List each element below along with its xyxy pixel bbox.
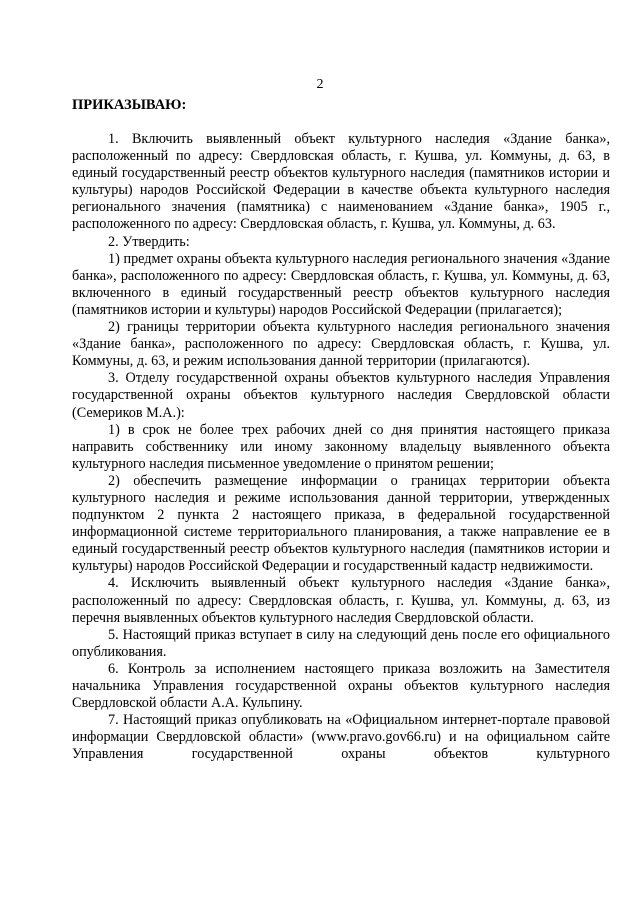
- paragraph-3-2-information-placement: 2) обеспечить размещение информации о границах территории объекта культурного наследия и режиме использования данной территории, утвержденных подпунктом 2 пункта 2 настоящего приказа, в федеральной государственной информационной системе территориального планирования, а также направление ее в единый государственный реестр объектов культурного наследия (памятников истории и культуры) народов Российской Федерации и государственный кадастр недвижимости.: [72, 472, 610, 575]
- order-heading: ПРИКАЗЫВАЮ:: [72, 97, 187, 113]
- paragraph-7-publish: 7. Настоящий приказ опубликовать на «Официальном интернет-портале правовой информации Свердловской области» (www.pravo.gov66.ru) и на официальном сайте Управления государственной охраны объектов культурного: [72, 712, 610, 763]
- paragraph-2-2-territory-boundaries: 2) границы территории объекта культурного наследия регионального значения «Здание банка», расположенного по адресу: Свердловская область, г. Кушва, ул. Коммуны, д. 63, и режим использования данной территории (прилагаются).: [72, 319, 610, 370]
- paragraph-3-department: 3. Отделу государственной охраны объектов культурного наследия Управления государственной охраны объектов культурного наследия Свердловской области (Семериков М.А.):: [72, 370, 610, 421]
- paragraph-3-1-notification: 1) в срок не более трех рабочих дней со дня принятия настоящего приказа направить собственнику или иному законному владельцу выявленного объекта культурного наследия письменное уведомление о принятом решении;: [72, 421, 610, 472]
- page-number: 2: [316, 77, 324, 92]
- paragraph-2-1-protection-subject: 1) предмет охраны объекта культурного наследия регионального значения «Здание банка», расположенного по адресу: Свердловская область, г. Кушва, ул. Коммуны, д. 63, включенного в единый государственный реестр объектов культурного наследия (памятников истории и культуры) народов Российской Федерации (прилагается);: [72, 250, 610, 318]
- paragraph-5-effective: 5. Настоящий приказ вступает в силу на следующий день после его официального опубликования.: [72, 626, 610, 660]
- paragraph-2-approve: 2. Утвердить:: [108, 233, 190, 250]
- paragraph-1-include-object: 1. Включить выявленный объект культурного наследия «Здание банка», расположенный по адресу: Свердловская область, г. Кушва, ул. Коммуны, д. 63, в единый государственный реестр объектов культурного наследия (памятников истории и культуры) народов Российской Федерации в качестве объекта культурного наследия регионального значения (памятника) с наименованием «Здание банка», 1905 г., расположенного по адресу: Свердловская область, г. Кушва, ул. Коммуны, д. 63.: [72, 131, 610, 233]
- paragraph-6-control: 6. Контроль за исполнением настоящего приказа возложить на Заместителя начальника Управления государственной охраны объектов культурного наследия Свердловской области А.А. Кульпину.: [72, 660, 610, 712]
- paragraph-4-exclude: 4. Исключить выявленный объект культурного наследия «Здание банка», расположенный по адресу: Свердловская область, г. Кушва, ул. Коммуны, д. 63, из перечня выявленных объектов культурного наследия Свердловской области.: [72, 575, 610, 626]
- order-body: [72, 131, 610, 763]
